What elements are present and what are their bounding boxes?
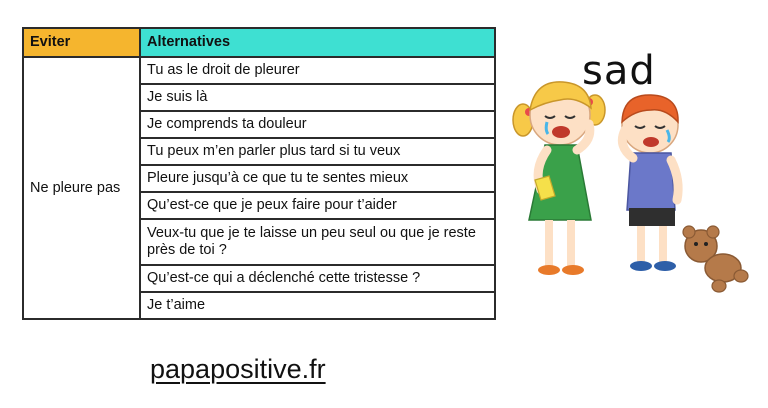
alternative-phrase: Qu’est-ce que je peux faire pour t’aider xyxy=(140,192,495,219)
alternative-phrase: Pleure jusqu’à ce que tu te sentes mieux xyxy=(140,165,495,192)
header-alternatives: Alternatives xyxy=(140,28,495,57)
alternative-phrase: Je t’aime xyxy=(140,292,495,319)
header-avoid: Eviter xyxy=(23,28,140,57)
crying-children-illustration xyxy=(505,50,765,300)
alternative-phrase: Qu’est-ce qui a déclenché cette tristesse ? xyxy=(140,265,495,292)
sad-caption: sad xyxy=(582,48,656,94)
alternative-phrase: Veux-tu que je te laisse un peu seul ou que je reste près de toi ? xyxy=(140,219,495,265)
alternative-phrase: Tu peux m’en parler plus tard si tu veux xyxy=(140,138,495,165)
alternative-phrase: Tu as le droit de pleurer xyxy=(140,57,495,84)
phrases-table xyxy=(22,27,496,320)
site-link[interactable]: papapositive.fr xyxy=(150,354,326,384)
boy-figure xyxy=(622,95,678,271)
alternative-phrase: Je suis là xyxy=(140,84,495,111)
avoid-phrase: Ne pleure pas xyxy=(23,57,140,319)
alternative-phrase: Je comprends ta douleur xyxy=(140,111,495,138)
girl-figure xyxy=(513,82,605,275)
teddy-bear-icon xyxy=(683,226,748,292)
